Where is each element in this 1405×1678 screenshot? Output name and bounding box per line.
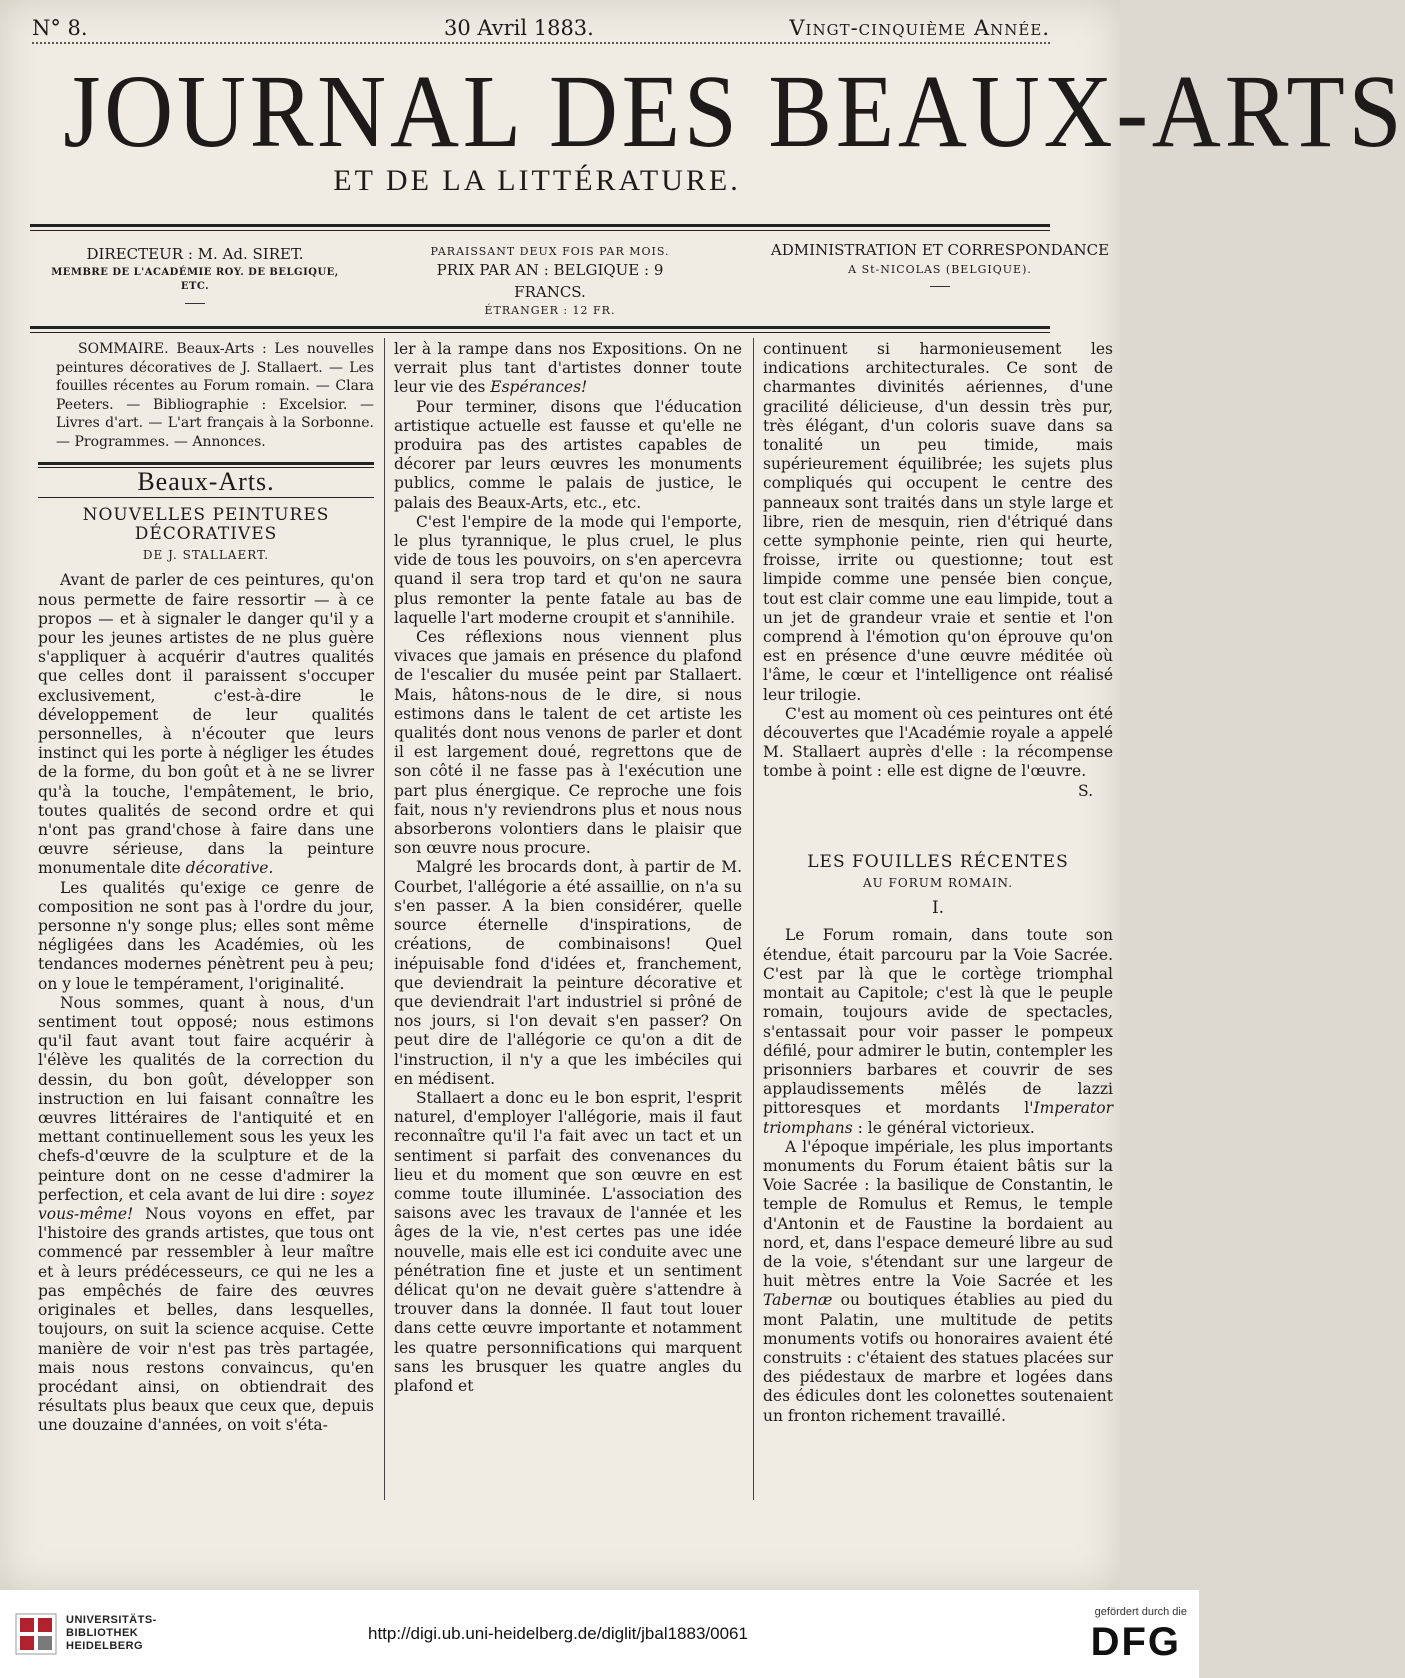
summary: SOMMAIRE. Beaux-Arts : Les nouvelles peintures décoratives de J. Stallaert. — Les fouilles récentes au Forum romain. — Clara Peeters. — Bibliographie : Excelsior. — Livres d'art. — L'art français à la Sorbonne. — Programmes. — Annonces.	[56, 341, 374, 450]
paragraph: Malgré les brocards dont, à partir de M. Courbet, l'allégorie a été assaillie, on n'a su s'en passer. A la bien considérer, quelle source éternelle d'inspirations, de créations, de combinaisons! Quel inépuisable fond d'idées et, franchement, que deviendrait la peinture décorative et que deviendrait l'art industriel si prôné de nos jours, si l'on devait s'en passer? On peut dire de l'allégorie ce qu'on a dit de l'instruction, il n'y a que les imbéciles qui en médisent.	[394, 858, 742, 1088]
foreign-price: ÉTRANGER : 12 FR.	[484, 304, 616, 318]
paragraph: continuent si harmonieusement les indications architecturales. Ce sont de charmantes divinités aériennes, d'une gracilité délicieuse, d'un dessin très pur, très élégant, d'un coloris suave dans sa tonalité un peu timide, mais supérieurement équilibrée; les sujets plus compliqués qui occupent le centre des panneaux sont traités dans un style large et libre, rien de mesquin, rien d'étriqué dans cette symphonie peinte, rien qui heurte, froisse, irrite ou questionne; tout est limpide comme une pensée bien conçue, tout est clair comme une eau limpide, tout a un jet de grandeur vraie et sentie et l'on comprend à l'émotion qu'on éprouve qu'on est en présence d'une œuvre méditée où l'âme, le cœur et l'intelligence ont réalisé leur trilogie.	[763, 340, 1113, 704]
admin-block	[765, 240, 1115, 287]
column-divider	[384, 338, 385, 1500]
frequency: PARAISSANT DEUX FOIS PAR MOIS.	[430, 245, 670, 258]
paragraph: ler à la rampe dans nos Expositions. On ne verrait plus tant d'artistes donner toute leur vie des Espérances!	[394, 340, 742, 397]
library-name: UNIVERSITÄTS- BIBLIOTHEK HEIDELBERG	[66, 1614, 157, 1652]
university-library-logo-icon	[14, 1612, 58, 1656]
price: PRIX PAR AN : BELGIQUE : 9 FRANCS.	[436, 260, 664, 301]
director-block	[50, 244, 340, 304]
article2-number: I.	[931, 898, 945, 919]
article-title: NOUVELLES PEINTURES DÉCORATIVES	[82, 504, 330, 544]
masthead-rule	[30, 224, 1050, 227]
signature: S.	[1078, 781, 1093, 800]
column-3	[763, 340, 1113, 1426]
footer-bar	[0, 1590, 1199, 1678]
paragraph: C'est au moment où ces peintures ont été découvertes que l'Académie royale a appelé M. Stallaert auprès d'elle : la récompense tombe à point : elle est digne de l'œuvre.	[763, 704, 1113, 781]
section-rule	[38, 462, 374, 465]
section-heading: Beaux-Arts.	[137, 466, 275, 496]
section-rule-bottom	[38, 497, 374, 498]
issue-number: N° 8.	[32, 16, 88, 40]
column-1	[38, 340, 374, 1436]
issue-date: 30 Avril 1883.	[444, 16, 594, 40]
paragraph: Stallaert a donc eu le bon esprit, l'esprit naturel, d'employer l'allégorie, mais il faut reconnaître qu'il l'a fait avec un tact et un sentiment si parfait des convenances du lieu et du moment que son œuvre en est comme toute illuminée. L'association des saisons avec les travaux de l'année et les âges de la vie, n'est certes pas une idée nouvelle, mais elle est ici conduite avec une pénétration fine et juste et un sentiment délicat qu'on ne devait guère s'attendre à trouver dans la donnée. Il faut tout louer dans cette œuvre importante et notamment les quatre personnifications qui marquent sans les brusquer les quatre angles du plafond et	[394, 1088, 742, 1395]
column-divider	[753, 338, 754, 1500]
masthead-subtitle: ET DE LA LITTÉRATURE.	[333, 164, 741, 197]
top-line	[32, 8, 1050, 42]
dotted-rule	[32, 42, 1050, 44]
price-block	[400, 244, 700, 319]
header-rule	[30, 326, 1050, 329]
divider-dash	[930, 286, 950, 287]
paragraph: Nous sommes, quant à nous, d'un sentiment tout opposé; nous estimons qu'il faut avant tout faire acquérir à l'élève les qualités de la correction du dessin, du bon goût, développer son instruction en lui faisant connaître les œuvres littéraires de l'antiquité et en mettant continuellement sous les yeux les chefs-d'œuvre de la sculpture et de la peinture dont on ne cesse d'admirer la perfection, et cela avant de lui dire : soyez vous-même! Nous voyons en effet, par l'histoire des grands artistes, que tous ont commencé par ressembler à leur maître et à leurs prédécesseurs, ce qui ne les a pas empêchés de faire des œuvres originales et belles, dans lesquelles, toujours, on suit la science acquise. Cette manière de voir n'est pas très partagée, mais nous restons convaincus, qu'en procédant ainsi, on obtiendrait des résultats plus beaux que ceux que, depuis une douzaine d'années, on voit s'éta-	[38, 993, 374, 1435]
source-url[interactable]: http://digi.ub.uni-heidelberg.de/diglit/jbal1883/0061	[368, 1624, 748, 1643]
issue-year: Vingt-cinquième Année.	[789, 16, 1050, 40]
divider-dash	[185, 303, 205, 304]
article-byline: DE J. STALLAERT.	[142, 548, 270, 563]
paragraph: C'est l'empire de la mode qui l'emporte, le plus tyrannique, le plus cruel, le plus vide de tous les pouvoirs, on s'en apercevra quand il sera trop tard et qu'on ne saura plus remonter la pente fatale au bas de laquelle l'art moderne croupit et s'annihile.	[394, 512, 742, 627]
paragraph: A l'époque impériale, les plus importants monuments du Forum étaient bâtis sur la Voie Sacrée : la basilique de Constantin, le temple de Romulus et Remus, le temple d'Antonin et de Faustine la bordaient au nord, et, dans l'espace demeuré libre au sud de la voie, s'étendant sur une largeur de huit mètres entre la Voie Sacrée et les Tabernæ ou boutiques établies au pied du mont Palatin, une multitude de petits monuments votifs ou honoraires avaient été construits : c'étaient des statues placées sur des piédestaux de marbre et logées dans des édicules dont les colonettes soutenaient un fronton richement travaillé.	[763, 1137, 1113, 1425]
paragraph: Le Forum romain, dans toute son étendue, était parcouru par la Voie Sacrée. C'est par là que le cortège triomphal montait au Capitole; c'est là que le peuple romain, toujours avide de spectacles, s'entassait pour voir passer le pompeux défilé, pour admirer le butin, contempler les prisonniers barbares et couvrir de ses applaudissements mêlés de lazzi pittoresques et mordants l'Imperator triomphans : le général victorieux.	[763, 926, 1113, 1137]
funding-note: gefördert durch die	[1094, 1606, 1187, 1618]
article2-subtitle: AU FORUM ROMAIN.	[862, 876, 1014, 891]
admin-title: ADMINISTRATION ET CORRESPONDANCE	[770, 241, 1110, 259]
paragraph: Ces réflexions nous viennent plus vivaces que jamais en présence du plafond de l'escalier du musée peint par Stallaert. Mais, hâtons-nous de le dire, si nous estimons dans le talent de cet artiste les qualités dont nous venons de parler et dont il est largement doué, regrettons que de son côté il ne fasse pas à l'exécution une part plus énergique. Ce reproche une fois fait, nous n'y reviendrons plus et nous nous absorberons volontiers dans le plaisir que son œuvre nous procure.	[394, 628, 742, 858]
director-name: DIRECTEUR : M. Ad. SIRET.	[86, 245, 304, 263]
paragraph: Les qualités qu'exige ce genre de composition ne sont pas à l'ordre du jour, personne n'y songe plus; elles sont même négligées dans les Académies, où les tendances modernes pénètrent peu à peu; on y loue le tempérament, l'originalité.	[38, 878, 374, 993]
article2-title: LES FOUILLES RÉCENTES	[807, 851, 1069, 872]
paragraph: Avant de parler de ces peintures, qu'on nous permette de faire ressortir — à ce propos — et à signaler le danger qu'il y a pour les jeunes artistes de ne plus guère s'appliquer à acquérir d'autres qualités que celles dont il paraissent s'occuper exclusivement, c'est-à-dire le développement de leur qualités personnelles, à n'écouter que leurs instinct qui les porte à négliger les études de la forme, du bon goût et à ne se livrer qu'à la touche, l'empâtement, le brio, toutes qualités de second ordre et qui n'ont pas grand'chose à faire dans une œuvre sérieuse, dans la peinture monumentale dite décorative.	[38, 571, 374, 878]
director-title: MEMBRE DE L'ACADÉMIE ROY. DE BELGIQUE, ETC.	[51, 266, 339, 293]
column-2	[394, 340, 742, 1396]
masthead-title: JOURNAL DES BEAUX-ARTS	[63, 54, 1405, 169]
admin-address: A St-NICOLAS (BELGIQUE).	[848, 262, 1032, 276]
dfg-logo: DFG	[1090, 1620, 1181, 1664]
paragraph: Pour terminer, disons que l'éducation artistique actuelle est fausse et qu'elle ne produira pas des artistes capables de décorer par leurs œuvres les monuments publics, comme le palais de justice, le palais des Beaux-Arts, etc., etc.	[394, 397, 742, 512]
